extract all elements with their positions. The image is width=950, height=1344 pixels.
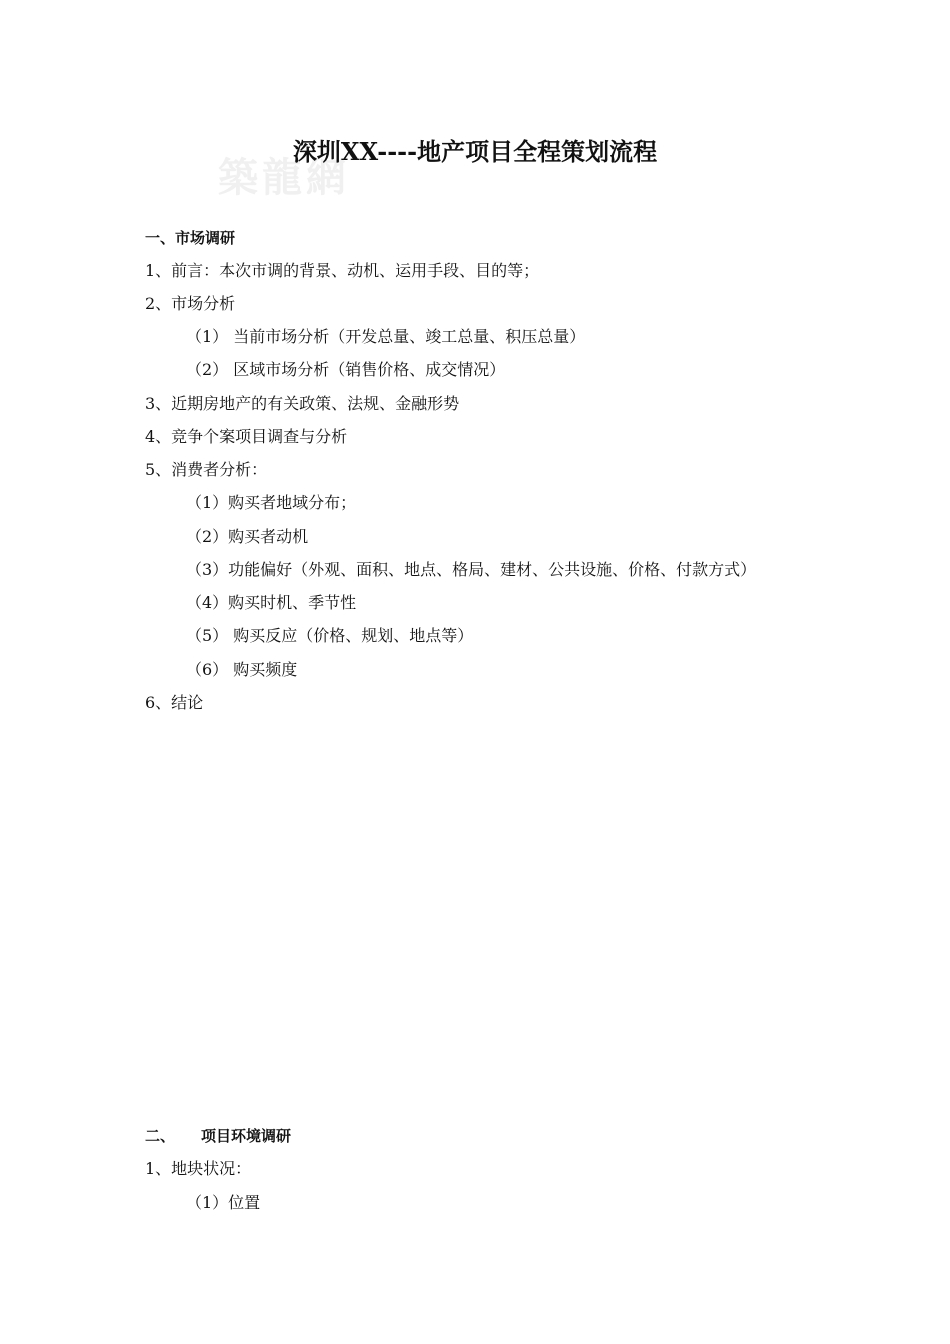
list-item-regional-market: （2） 区域市场分析（销售价格、成交情况） <box>186 360 506 379</box>
list-item-conclusion: 6、结论 <box>145 693 204 712</box>
list-item-consumer-analysis: 5、消费者分析： <box>145 460 268 479</box>
watermark-logo: 築龍網 <box>218 154 350 201</box>
list-item-function-preference: （3）功能偏好（外观、面积、地点、格局、建材、公共设施、价格、付款方式） <box>186 560 757 579</box>
list-item-preface: 1、前言：本次市调的背景、动机、运用手段、目的等； <box>145 261 540 280</box>
section-heading-market-research: 一、市场调研 <box>145 229 236 247</box>
list-item-location: （1）位置 <box>186 1193 261 1212</box>
list-item-buyer-motive: （2）购买者动机 <box>186 527 309 546</box>
list-item-purchase-reaction: （5） 购买反应（价格、规划、地点等） <box>186 626 474 645</box>
list-item-buyer-region: （1）购买者地域分布； <box>186 493 357 512</box>
list-item-market-analysis: 2、市场分析 <box>145 294 236 313</box>
list-item-competitor-analysis: 4、竞争个案项目调查与分析 <box>145 427 348 446</box>
section-heading-text: 项目环境调研 <box>201 1127 292 1145</box>
document-title: 深圳XX----地产项目全程策划流程 <box>292 137 658 166</box>
list-item-current-market: （1） 当前市场分析（开发总量、竣工总量、积压总量） <box>186 327 586 346</box>
list-item-purchase-frequency: （6） 购买频度 <box>186 660 298 679</box>
section-heading-project-environment <box>145 1126 291 1146</box>
list-item-policies: 3、近期房地产的有关政策、法规、金融形势 <box>145 394 460 413</box>
section-heading-number: 二、 <box>145 1127 176 1145</box>
list-item-purchase-timing: （4）购买时机、季节性 <box>186 593 357 612</box>
list-item-land-status: 1、地块状况： <box>145 1159 252 1178</box>
